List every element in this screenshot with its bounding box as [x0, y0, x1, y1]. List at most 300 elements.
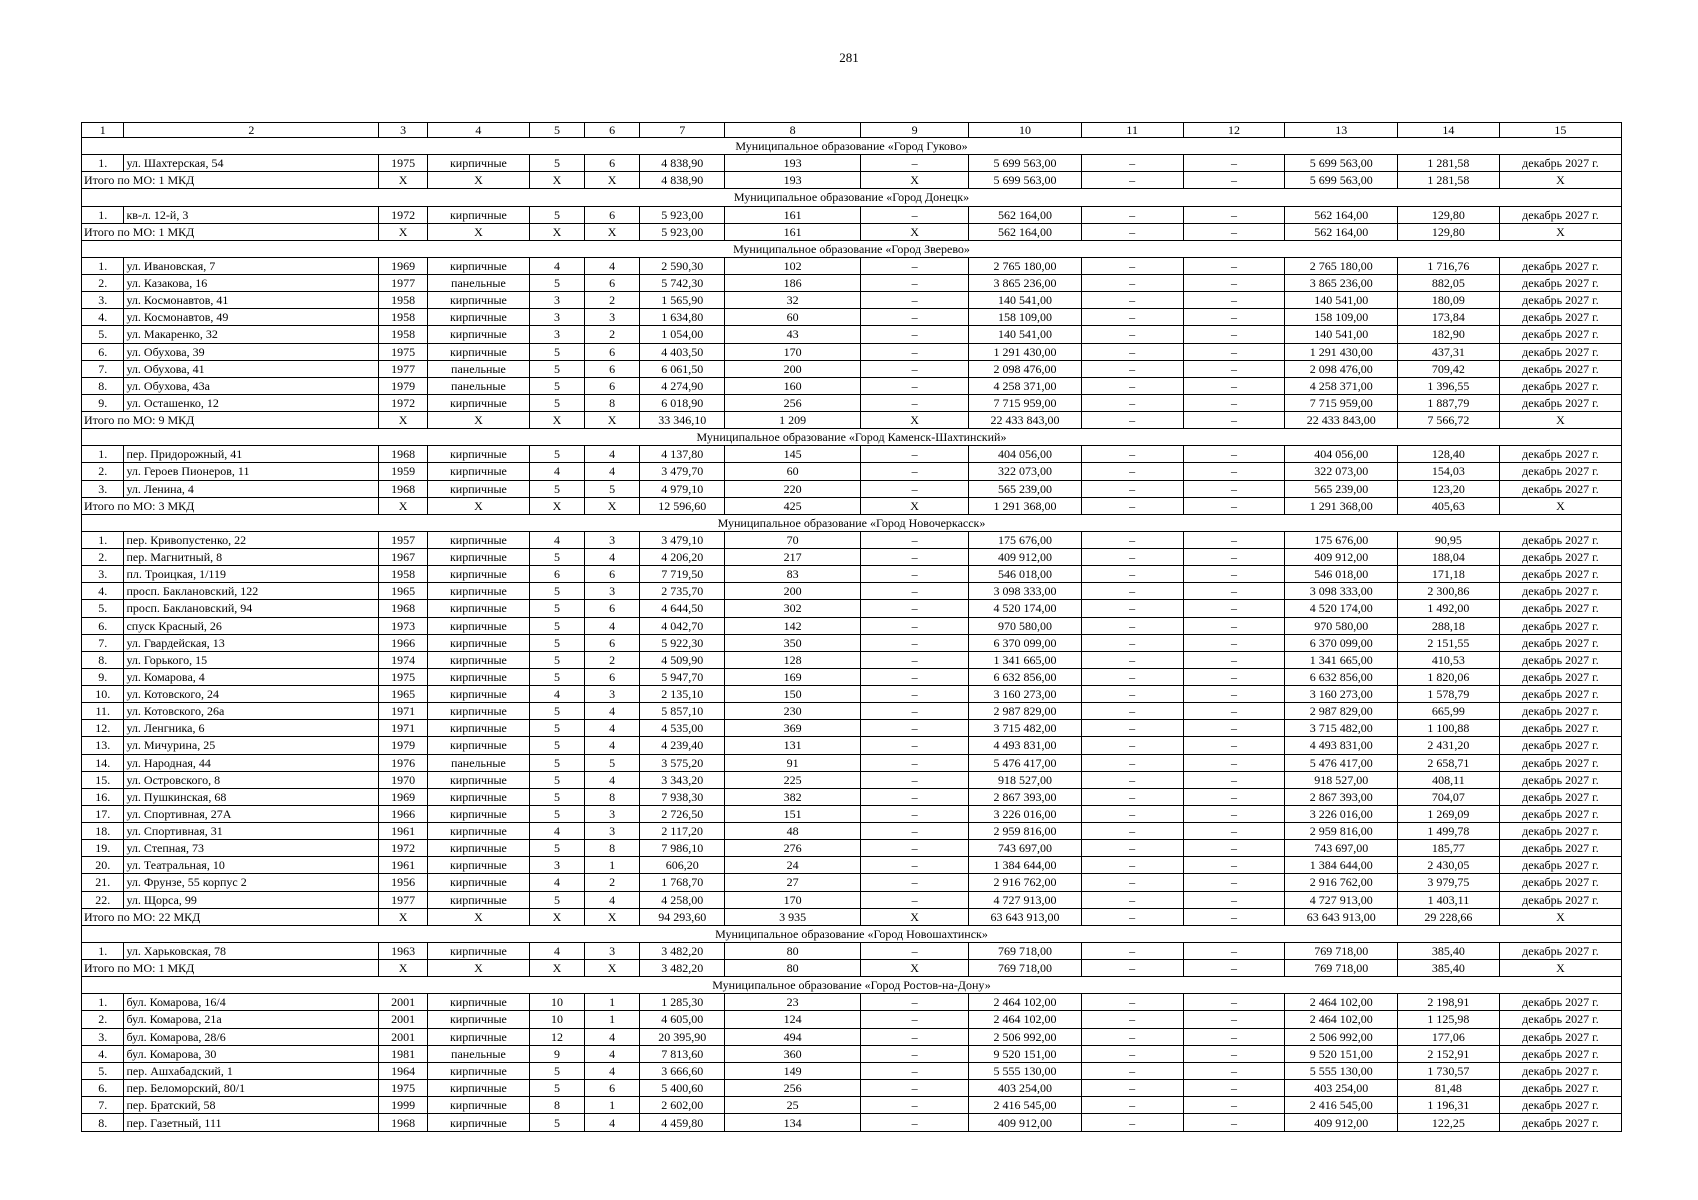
table-cell: 3: [585, 531, 640, 548]
total-cell: X: [379, 223, 428, 240]
table-cell: 410,53: [1397, 651, 1499, 668]
header-cell: 11: [1081, 123, 1183, 138]
table-cell: 1968: [379, 1114, 428, 1132]
total-cell: –: [1081, 412, 1183, 429]
table-cell: ул. Пушкинская, 68: [124, 788, 379, 805]
table-cell: 5: [529, 634, 584, 651]
total-row: [82, 223, 1622, 240]
total-cell: 161: [725, 223, 861, 240]
table-cell: кирпичные: [427, 805, 529, 822]
total-cell: –: [1081, 172, 1183, 189]
table-cell: 158 109,00: [969, 309, 1082, 326]
table-cell: –: [1081, 891, 1183, 908]
table-cell: кирпичные: [427, 326, 529, 343]
table-cell: ул. Космонавтов, 41: [124, 292, 379, 309]
total-cell: X: [379, 960, 428, 977]
table-cell: 4: [585, 771, 640, 788]
table-cell: 302: [725, 600, 861, 617]
table-cell: –: [860, 686, 968, 703]
table-cell: 185,77: [1397, 840, 1499, 857]
table-cell: 7.: [82, 360, 124, 377]
table-cell: –: [860, 343, 968, 360]
table-cell: –: [1183, 994, 1285, 1011]
table-cell: –: [1183, 155, 1285, 172]
table-cell: 17.: [82, 805, 124, 822]
table-row: [82, 737, 1622, 754]
section-header-row: [82, 138, 1622, 155]
table-cell: 13.: [82, 737, 124, 754]
table-cell: –: [1081, 394, 1183, 411]
table-cell: 25: [725, 1097, 861, 1114]
table-cell: 200: [725, 360, 861, 377]
table-cell: 5: [529, 206, 584, 223]
table-cell: 6: [585, 377, 640, 394]
table-cell: 170: [725, 891, 861, 908]
table-cell: 1977: [379, 360, 428, 377]
table-cell: 3 098 333,00: [969, 583, 1082, 600]
section-header-row: [82, 977, 1622, 994]
table-cell: 5 400,60: [640, 1079, 725, 1096]
table-row: [82, 805, 1622, 822]
table-cell: –: [1081, 720, 1183, 737]
table-cell: –: [1183, 1114, 1285, 1132]
table-cell: 2.: [82, 463, 124, 480]
table-cell: декабрь 2027 г.: [1499, 257, 1621, 274]
table-cell: 1 887,79: [1397, 394, 1499, 411]
table-cell: ул. Котовского, 24: [124, 686, 379, 703]
table-cell: 6.: [82, 617, 124, 634]
table-cell: 9.: [82, 668, 124, 685]
table-cell: –: [1183, 360, 1285, 377]
table-cell: ул. Героев Пионеров, 11: [124, 463, 379, 480]
total-cell: 769 718,00: [1285, 960, 1398, 977]
table-cell: 3.: [82, 1028, 124, 1045]
table-cell: –: [1183, 292, 1285, 309]
table-cell: декабрь 2027 г.: [1499, 737, 1621, 754]
table-cell: просп. Баклановский, 94: [124, 600, 379, 617]
table-cell: 1: [585, 857, 640, 874]
table-cell: кирпичные: [427, 463, 529, 480]
table-cell: 1974: [379, 651, 428, 668]
header-cell: 10: [969, 123, 1082, 138]
total-cell: X: [1499, 960, 1621, 977]
table-cell: кирпичные: [427, 634, 529, 651]
total-cell: 193: [725, 172, 861, 189]
table-cell: декабрь 2027 г.: [1499, 309, 1621, 326]
table-cell: 2 300,86: [1397, 583, 1499, 600]
table-cell: 3 715 482,00: [969, 720, 1082, 737]
table-cell: 3: [585, 805, 640, 822]
table-cell: 2.: [82, 1011, 124, 1028]
table-cell: 2 735,70: [640, 583, 725, 600]
table-cell: ул. Космонавтов, 49: [124, 309, 379, 326]
table-cell: 5: [529, 1079, 584, 1096]
total-cell: –: [1183, 412, 1285, 429]
table-cell: –: [1183, 823, 1285, 840]
table-cell: декабрь 2027 г.: [1499, 1028, 1621, 1045]
table-cell: –: [860, 446, 968, 463]
table-cell: 169: [725, 668, 861, 685]
table-cell: –: [1183, 446, 1285, 463]
table-cell: 3 865 236,00: [1285, 275, 1398, 292]
total-cell: X: [379, 497, 428, 514]
total-cell: 5 699 563,00: [969, 172, 1082, 189]
table-cell: –: [860, 292, 968, 309]
table-cell: 1 499,78: [1397, 823, 1499, 840]
table-cell: 4 493 831,00: [1285, 737, 1398, 754]
table-cell: –: [860, 805, 968, 822]
table-cell: 145: [725, 446, 861, 463]
table-cell: –: [1183, 1011, 1285, 1028]
table-cell: 4: [585, 1028, 640, 1045]
table-cell: 6 632 856,00: [969, 668, 1082, 685]
table-row: [82, 651, 1622, 668]
total-cell: X: [529, 172, 584, 189]
table-cell: бул. Комарова, 30: [124, 1045, 379, 1062]
table-cell: 4: [585, 463, 640, 480]
table-cell: –: [1183, 891, 1285, 908]
total-row: [82, 497, 1622, 514]
table-cell: 5: [529, 446, 584, 463]
table-cell: 3 226 016,00: [969, 805, 1082, 822]
table-cell: 3: [585, 942, 640, 959]
table-cell: –: [1081, 309, 1183, 326]
total-cell: X: [427, 908, 529, 925]
total-cell: X: [529, 960, 584, 977]
table-row: [82, 840, 1622, 857]
table-cell: 4: [585, 703, 640, 720]
table-cell: 3: [529, 326, 584, 343]
table-cell: –: [1081, 257, 1183, 274]
table-cell: 382: [725, 788, 861, 805]
table-cell: 5: [529, 480, 584, 497]
table-cell: 154,03: [1397, 463, 1499, 480]
table-cell: 10.: [82, 686, 124, 703]
table-cell: 60: [725, 463, 861, 480]
table-cell: –: [1081, 206, 1183, 223]
table-cell: 3: [585, 686, 640, 703]
table-cell: ул. Ленина, 4: [124, 480, 379, 497]
table-cell: –: [860, 1011, 968, 1028]
table-cell: 5: [529, 891, 584, 908]
table-cell: 1 341 665,00: [1285, 651, 1398, 668]
table-cell: –: [1183, 634, 1285, 651]
table-cell: 4: [585, 737, 640, 754]
table-row: [82, 1011, 1622, 1028]
total-cell: X: [1499, 412, 1621, 429]
table-cell: декабрь 2027 г.: [1499, 463, 1621, 480]
table-cell: 129,80: [1397, 206, 1499, 223]
table-cell: 2 916 762,00: [969, 874, 1082, 891]
table-row: [82, 480, 1622, 497]
table-cell: 5: [529, 583, 584, 600]
table-cell: 5: [529, 1062, 584, 1079]
table-cell: 1976: [379, 754, 428, 771]
table-cell: 1975: [379, 1079, 428, 1096]
table-cell: –: [1081, 651, 1183, 668]
table-cell: 1 565,90: [640, 292, 725, 309]
table-cell: 562 164,00: [969, 206, 1082, 223]
table-cell: 8.: [82, 377, 124, 394]
table-cell: 5: [529, 668, 584, 685]
table-cell: 1999: [379, 1097, 428, 1114]
table-cell: 3: [585, 309, 640, 326]
table-cell: бул. Комарова, 21а: [124, 1011, 379, 1028]
table-cell: 2 464 102,00: [1285, 994, 1398, 1011]
table-cell: 5: [529, 651, 584, 668]
table-cell: 170: [725, 343, 861, 360]
table-cell: 709,42: [1397, 360, 1499, 377]
total-cell: X: [860, 223, 968, 240]
table-row: [82, 703, 1622, 720]
table-cell: –: [1183, 326, 1285, 343]
table-cell: 4 605,00: [640, 1011, 725, 1028]
table-cell: 9 520 151,00: [1285, 1045, 1398, 1062]
table-cell: –: [1081, 549, 1183, 566]
table-cell: пер. Ашхабадский, 1: [124, 1062, 379, 1079]
table-cell: кирпичные: [427, 686, 529, 703]
table-cell: 1958: [379, 566, 428, 583]
table-cell: –: [860, 155, 968, 172]
table-cell: 4 979,10: [640, 480, 725, 497]
table-cell: 3 715 482,00: [1285, 720, 1398, 737]
table-cell: 6.: [82, 343, 124, 360]
table-cell: ул. Театральная, 10: [124, 857, 379, 874]
table-row: [82, 600, 1622, 617]
table-row: [82, 686, 1622, 703]
table-cell: 1.: [82, 942, 124, 959]
table-cell: –: [1183, 394, 1285, 411]
table-cell: 2: [585, 874, 640, 891]
table-cell: 6 632 856,00: [1285, 668, 1398, 685]
total-cell: X: [585, 908, 640, 925]
table-cell: 1964: [379, 1062, 428, 1079]
table-cell: –: [1183, 257, 1285, 274]
section-title: Муниципальное образование «Город Новочеркасск»: [82, 514, 1622, 531]
table-cell: 21.: [82, 874, 124, 891]
table-cell: 1957: [379, 531, 428, 548]
table-row: [82, 754, 1622, 771]
table-cell: 3 575,20: [640, 754, 725, 771]
table-row: [82, 326, 1622, 343]
table-cell: 2.: [82, 275, 124, 292]
section-title: Муниципальное образование «Город Донецк»: [82, 189, 1622, 206]
table-cell: 2001: [379, 1011, 428, 1028]
table-cell: 4: [529, 686, 584, 703]
table-cell: –: [860, 720, 968, 737]
table-cell: 8.: [82, 651, 124, 668]
table-cell: 2 464 102,00: [1285, 1011, 1398, 1028]
table-cell: 1 716,76: [1397, 257, 1499, 274]
table-cell: кирпичные: [427, 840, 529, 857]
table-cell: пер. Кривопустенко, 22: [124, 531, 379, 548]
table-cell: 322 073,00: [1285, 463, 1398, 480]
table-cell: –: [1081, 668, 1183, 685]
header-cell: 1: [82, 123, 124, 138]
table-cell: кирпичные: [427, 617, 529, 634]
table-cell: 4: [529, 823, 584, 840]
table-cell: пер. Братский, 58: [124, 1097, 379, 1114]
table-cell: 5: [529, 377, 584, 394]
table-cell: 7 986,10: [640, 840, 725, 857]
table-cell: 5 699 563,00: [969, 155, 1082, 172]
table-cell: декабрь 2027 г.: [1499, 326, 1621, 343]
table-cell: кирпичные: [427, 737, 529, 754]
table-cell: 1971: [379, 720, 428, 737]
table-row: [82, 942, 1622, 959]
table-cell: декабрь 2027 г.: [1499, 754, 1621, 771]
table-cell: кирпичные: [427, 1114, 529, 1132]
table-cell: 160: [725, 377, 861, 394]
table-cell: 409 912,00: [1285, 549, 1398, 566]
total-cell: X: [585, 172, 640, 189]
table-cell: 6: [585, 668, 640, 685]
table-cell: 565 239,00: [969, 480, 1082, 497]
table-cell: 4 258,00: [640, 891, 725, 908]
table-cell: 140 541,00: [1285, 292, 1398, 309]
table-cell: 122,25: [1397, 1114, 1499, 1132]
table-cell: 1969: [379, 788, 428, 805]
table-cell: 322 073,00: [969, 463, 1082, 480]
table-cell: –: [1081, 155, 1183, 172]
total-cell: 22 433 843,00: [1285, 412, 1398, 429]
table-cell: 437,31: [1397, 343, 1499, 360]
table-cell: 6: [585, 360, 640, 377]
table-cell: –: [860, 942, 968, 959]
total-row: [82, 172, 1622, 189]
table-cell: –: [860, 377, 968, 394]
table-cell: 2 658,71: [1397, 754, 1499, 771]
total-cell: –: [1183, 172, 1285, 189]
total-cell: 1 281,58: [1397, 172, 1499, 189]
table-cell: –: [1183, 857, 1285, 874]
table-row: [82, 549, 1622, 566]
table-row: [82, 1079, 1622, 1096]
table-cell: декабрь 2027 г.: [1499, 292, 1621, 309]
table-cell: 175 676,00: [969, 531, 1082, 548]
table-cell: 4: [529, 257, 584, 274]
table-cell: –: [1183, 720, 1285, 737]
table-cell: 9: [529, 1045, 584, 1062]
table-cell: –: [1183, 206, 1285, 223]
table-cell: 193: [725, 155, 861, 172]
table-row: [82, 1097, 1622, 1114]
total-row: [82, 908, 1622, 925]
table-cell: 4 258 371,00: [1285, 377, 1398, 394]
table-cell: –: [1183, 377, 1285, 394]
table-cell: –: [1081, 1062, 1183, 1079]
table-cell: 404 056,00: [969, 446, 1082, 463]
table-cell: 140 541,00: [1285, 326, 1398, 343]
table-cell: декабрь 2027 г.: [1499, 446, 1621, 463]
table-cell: –: [1183, 737, 1285, 754]
table-cell: 8: [585, 788, 640, 805]
table-cell: 3 666,60: [640, 1062, 725, 1079]
table-cell: декабрь 2027 г.: [1499, 634, 1621, 651]
table-row: [82, 788, 1622, 805]
total-cell: 12 596,60: [640, 497, 725, 514]
table-row: [82, 994, 1622, 1011]
total-cell: X: [427, 412, 529, 429]
table-cell: ул. Ленгника, 6: [124, 720, 379, 737]
table-cell: –: [860, 1079, 968, 1096]
table-cell: ул. Осташенко, 12: [124, 394, 379, 411]
table-cell: декабрь 2027 г.: [1499, 788, 1621, 805]
table-cell: –: [1183, 343, 1285, 360]
table-row: [82, 1114, 1622, 1132]
table-cell: 4 042,70: [640, 617, 725, 634]
table-cell: –: [1081, 1011, 1183, 1028]
table-cell: 4: [585, 446, 640, 463]
total-label: Итого по МО: 9 МКД: [82, 412, 379, 429]
table-cell: 704,07: [1397, 788, 1499, 805]
table-cell: 158 109,00: [1285, 309, 1398, 326]
total-cell: X: [529, 223, 584, 240]
table-cell: 4 403,50: [640, 343, 725, 360]
table-cell: 2 464 102,00: [969, 1011, 1082, 1028]
table-cell: кирпичные: [427, 206, 529, 223]
table-cell: –: [1081, 326, 1183, 343]
header-cell: 12: [1183, 123, 1285, 138]
table-cell: 6: [585, 206, 640, 223]
table-cell: 1977: [379, 275, 428, 292]
table-cell: –: [1183, 549, 1285, 566]
table-cell: декабрь 2027 г.: [1499, 566, 1621, 583]
table-cell: –: [1081, 874, 1183, 891]
table-cell: декабрь 2027 г.: [1499, 823, 1621, 840]
table-cell: –: [1081, 275, 1183, 292]
table-cell: 7 938,30: [640, 788, 725, 805]
table-cell: 230: [725, 703, 861, 720]
table-cell: ул. Степная, 73: [124, 840, 379, 857]
table-cell: 350: [725, 634, 861, 651]
table-cell: 6 018,90: [640, 394, 725, 411]
table-cell: 1970: [379, 771, 428, 788]
table-cell: 1 384 644,00: [969, 857, 1082, 874]
table-cell: ул. Ивановская, 7: [124, 257, 379, 274]
table-cell: 5: [529, 754, 584, 771]
table-row: [82, 891, 1622, 908]
table-row: [82, 720, 1622, 737]
table-cell: декабрь 2027 г.: [1499, 1011, 1621, 1028]
table-cell: кирпичные: [427, 292, 529, 309]
table-cell: 4: [585, 1062, 640, 1079]
table-cell: –: [1183, 805, 1285, 822]
table-cell: 177,06: [1397, 1028, 1499, 1045]
table-cell: кирпичные: [427, 583, 529, 600]
table-cell: –: [1183, 668, 1285, 685]
table-cell: бул. Комарова, 16/4: [124, 994, 379, 1011]
table-cell: кирпичные: [427, 651, 529, 668]
table-row: [82, 292, 1622, 309]
table-cell: кирпичные: [427, 1079, 529, 1096]
table-cell: декабрь 2027 г.: [1499, 155, 1621, 172]
table-cell: кирпичные: [427, 823, 529, 840]
table-cell: 409 912,00: [969, 1114, 1082, 1132]
table-cell: 5: [529, 394, 584, 411]
table-cell: декабрь 2027 г.: [1499, 600, 1621, 617]
registry-table: [81, 122, 1622, 1132]
table-cell: –: [860, 994, 968, 1011]
table-cell: 4 239,40: [640, 737, 725, 754]
table-cell: 2: [585, 292, 640, 309]
table-cell: –: [1183, 480, 1285, 497]
table-cell: 90,95: [1397, 531, 1499, 548]
table-cell: 3: [585, 583, 640, 600]
total-cell: X: [1499, 223, 1621, 240]
table-cell: 2 602,00: [640, 1097, 725, 1114]
table-cell: 3 343,20: [640, 771, 725, 788]
